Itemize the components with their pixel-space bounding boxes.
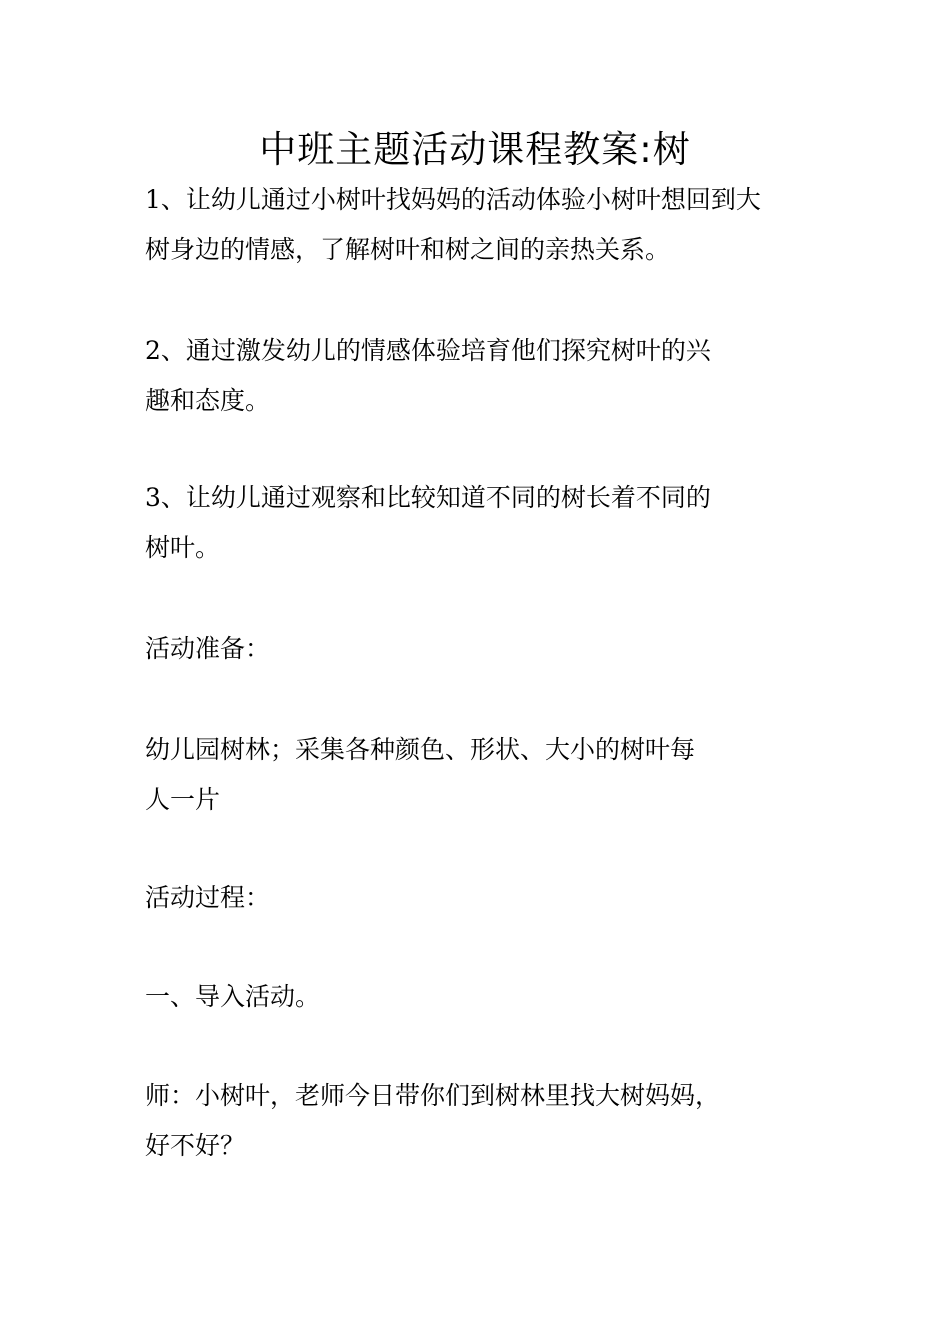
paragraph-line: 趣和态度。: [145, 386, 271, 415]
paragraph-goal-3: [145, 473, 825, 573]
paragraph-goal-2: [145, 326, 825, 426]
paragraph-teacher: [145, 1071, 825, 1171]
paragraph-goal-1: [145, 175, 825, 275]
paragraph-line: 树叶。: [145, 533, 221, 562]
heading-process: [145, 873, 825, 923]
paragraph-line: 一、导入活动。: [145, 982, 321, 1011]
paragraph-line: 1、让幼儿通过小树叶找妈妈的活动体验小树叶想回到大: [145, 185, 761, 214]
document-title: 中班主题活动课程教案:树: [259, 128, 691, 171]
paragraph-line: 活动过程：: [145, 883, 271, 912]
heading-preparation: [145, 624, 825, 674]
paragraph-line: 人一片: [145, 785, 221, 814]
paragraph-line: 2、通过激发幼儿的情感体验培育他们探究树叶的兴: [145, 336, 711, 365]
heading-step-1: [145, 972, 825, 1022]
paragraph-line: 活动准备：: [145, 634, 271, 663]
paragraph-line: 幼儿园树林；采集各种颜色、形状、大小的树叶每: [145, 735, 696, 764]
paragraph-line: 师：小树叶，老师今日带你们到树林里找大树妈妈，: [145, 1081, 721, 1110]
paragraph-line: 3、让幼儿通过观察和比较知道不同的树长着不同的: [145, 483, 711, 512]
paragraph-line: 树身边的情感，了解树叶和树之间的亲热关系。: [145, 235, 671, 264]
paragraph-preparation: [145, 725, 825, 825]
paragraph-line: 好不好？: [145, 1131, 246, 1160]
